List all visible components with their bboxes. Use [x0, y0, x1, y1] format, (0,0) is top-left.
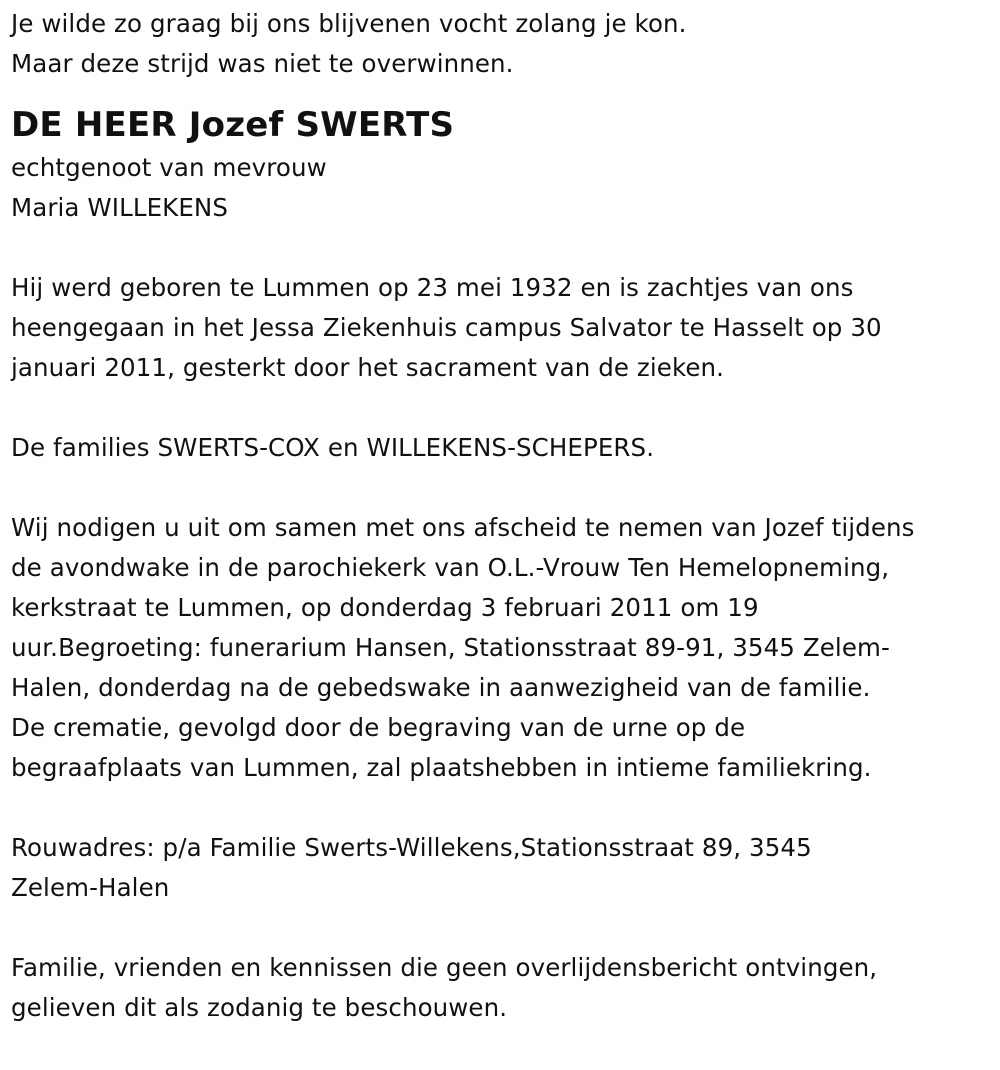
address-line-2: Zelem-Halen: [11, 873, 170, 902]
spouse-line-2: Maria WILLEKENS: [11, 193, 228, 222]
obituary-document: [11, 4, 996, 1028]
birth-death-line-3: januari 2011, gesterkt door het sacrament van de zieken.: [11, 353, 725, 382]
closing-line-1: Familie, vrienden en kennissen die geen overlijdensbericht ontvingen,: [11, 953, 878, 982]
address-line-1: Rouwadres: p/a Familie Swerts-Willekens,Stationsstraat 89, 3545: [11, 833, 812, 862]
spacer: [11, 388, 996, 428]
ceremony-line-1: Wij nodigen u uit om samen met ons afscheid te nemen van Jozef tijdens: [11, 513, 915, 542]
families-line: De families SWERTS-COX en WILLEKENS-SCHEPERS.: [11, 433, 655, 462]
deceased-name-title: DE HEER Jozef SWERTS: [11, 105, 455, 145]
ceremony-line-2: de avondwake in de parochiekerk van O.L.-Vrouw Ten Hemelopneming,: [11, 553, 890, 582]
poem-line-2: Maar deze strijd was niet te overwinnen.: [11, 49, 514, 78]
closing-line-2: gelieven dit als zodanig te beschouwen.: [11, 993, 508, 1022]
spacer: [11, 788, 996, 828]
ceremony-line-6: De crematie, gevolgd door de begraving van de urne op de: [11, 713, 746, 742]
ceremony-line-3: kerkstraat te Lummen, op donderdag 3 februari 2011 om 19: [11, 593, 759, 622]
birth-death-line-2: heengegaan in het Jessa Ziekenhuis campus Salvator te Hasselt op 30: [11, 313, 882, 342]
ceremony-line-5: Halen, donderdag na de gebedswake in aanwezigheid van de familie.: [11, 673, 871, 702]
spacer: [11, 908, 996, 948]
birth-death-line-1: Hij werd geboren te Lummen op 23 mei 1932 en is zachtjes van ons: [11, 273, 854, 302]
poem-line-1: Je wilde zo graag bij ons blijvenen vocht zolang je kon.: [11, 9, 687, 38]
ceremony-line-4: uur.Begroeting: funerarium Hansen, Stationsstraat 89-91, 3545 Zelem-: [11, 633, 890, 662]
spacer: [11, 228, 996, 268]
spouse-line-1: echtgenoot van mevrouw: [11, 153, 327, 182]
ceremony-line-7: begraafplaats van Lummen, zal plaatshebben in intieme familiekring.: [11, 753, 872, 782]
spacer: [11, 468, 996, 508]
